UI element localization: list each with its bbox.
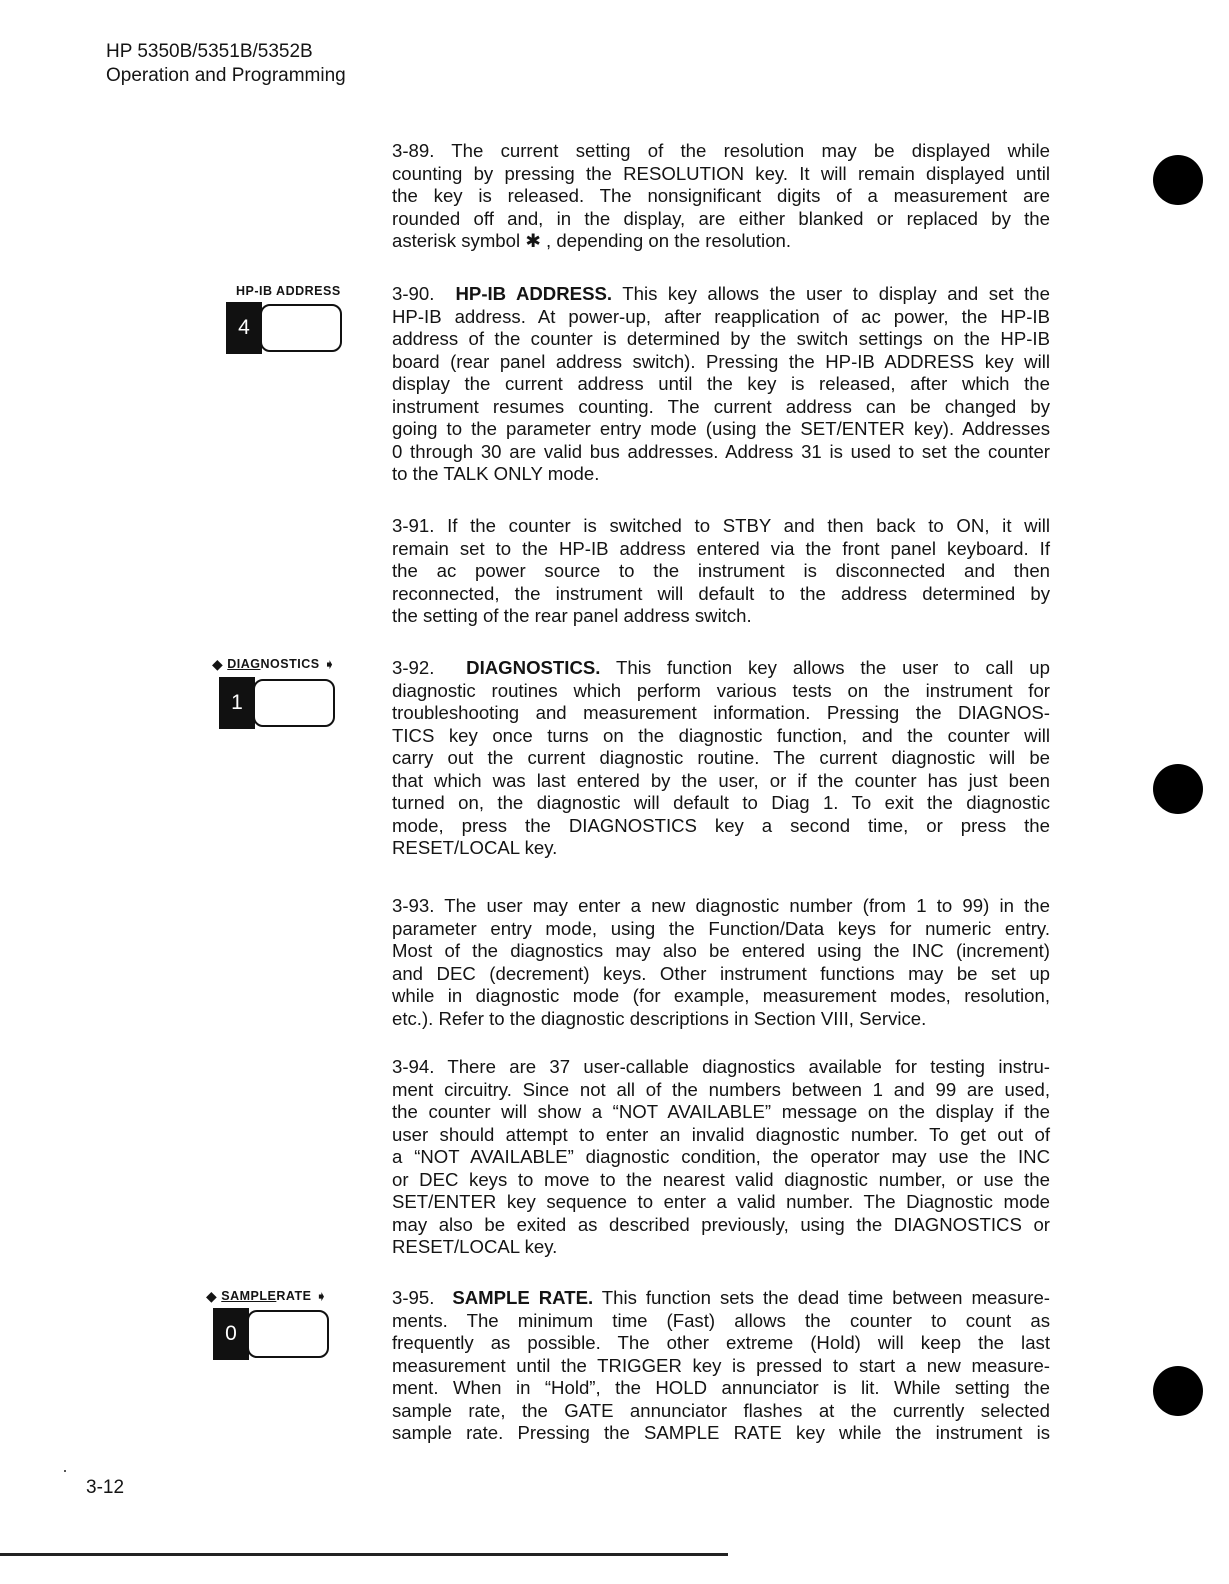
paragraph-3-90 xyxy=(392,283,1050,486)
text-line: carry out the current diagnostic routine. The current diagnostic will be xyxy=(392,747,1050,768)
text-line: that which was last entered by the user, or if the counter has just been xyxy=(392,769,1050,791)
hpib-address-key[interactable] xyxy=(226,302,358,354)
text-line: 3-91. If the counter is switched to STBY and then back to ON, it will xyxy=(392,515,1050,536)
text-line: and DEC (decrement) keys. Other instrument functions may be set up xyxy=(392,962,1050,984)
key-face xyxy=(253,679,335,727)
text-line: troubleshooting and measurement information. Pressing the DIAGNOS- xyxy=(392,702,1050,723)
text-line: the counter will show a “NOT AVAILABLE” message on the display if the xyxy=(392,1101,1050,1122)
paragraph-title: DIAGNOSTICS. xyxy=(466,657,601,678)
text-line: mode, press the DIAGNOSTICS key a second time, or press the xyxy=(392,814,1050,836)
text-line: address of the counter is determined by the switch settings on the HP-IB xyxy=(392,328,1050,349)
right-arrow-icon: ➧ xyxy=(315,1288,328,1304)
right-arrow-icon: ➧ xyxy=(323,656,336,672)
text-line: or DEC keys to move to the nearest valid diagnostic number, or use the xyxy=(392,1168,1050,1190)
text-line: 3-94. There are 37 user-callable diagnostics available for testing instru- xyxy=(392,1056,1050,1077)
label-rest: RATE xyxy=(276,1289,312,1303)
paragraph-3-95 xyxy=(392,1287,1050,1445)
text-line: ments. The minimum time (Fast) allows the counter to count as xyxy=(392,1309,1050,1331)
section-title: Operation and Programming xyxy=(106,65,346,86)
text-line: user should attempt to enter an invalid diagnostic number. To get out of xyxy=(392,1123,1050,1145)
text-line: Most of the diagnostics may also be entered using the INC (increment) xyxy=(392,940,1050,961)
text-line: ment. When in “Hold”, the HOLD annunciator is lit. While setting the xyxy=(392,1377,1050,1398)
key-shift-digit: 4 xyxy=(226,302,262,354)
diagnostics-key[interactable] xyxy=(219,677,351,729)
key-face xyxy=(247,1310,329,1358)
text-line: while in diagnostic mode (for example, measurement modes, resolution, xyxy=(392,985,1050,1006)
page-header xyxy=(106,40,346,88)
text-line xyxy=(392,1287,1050,1310)
text-line: sample rate, the GATE annunciator flashes at the currently selected xyxy=(392,1399,1050,1421)
text-line: RESET/LOCAL key. xyxy=(392,1236,558,1257)
bottom-rule xyxy=(0,1553,728,1556)
text-line: RESET/LOCAL key. xyxy=(392,837,558,858)
key-face xyxy=(260,304,342,352)
text-line: the key is released. The nonsignificant digits of a measurement are xyxy=(392,185,1050,206)
sample-rate-key-label xyxy=(206,1289,328,1303)
paragraph-title: SAMPLE RATE. xyxy=(452,1287,594,1308)
paragraph-3-91 xyxy=(392,515,1050,628)
paragraph-3-89 xyxy=(392,140,1050,253)
text-line: parameter entry mode, using the Function/Data keys for numeric entry. xyxy=(392,917,1050,939)
paragraph-3-94 xyxy=(392,1056,1050,1259)
page-number: 3-12 xyxy=(86,1477,125,1498)
diagnostics-key-label xyxy=(212,657,336,671)
label-underlined: DIAG xyxy=(227,657,261,671)
text-line: sample rate. Pressing the SAMPLE RATE key while the instrument is xyxy=(392,1422,1050,1443)
text-line: display the current address until the key is released, after which the xyxy=(392,373,1050,394)
text-line: measurement until the TRIGGER key is pressed to start a new measure- xyxy=(392,1354,1050,1376)
text-line: the ac power source to the instrument is disconnected and then xyxy=(392,560,1050,581)
text-line: SET/ENTER key sequence to enter a valid number. The Diagnostic mode xyxy=(392,1191,1050,1212)
paragraph-3-93 xyxy=(392,895,1050,1030)
text-line: 0 through 30 are valid bus addresses. Address 31 is used to set the counter xyxy=(392,440,1050,462)
text-line xyxy=(392,657,1050,680)
text-line: frequently as possible. The other extreme (Hold) will keep the last xyxy=(392,1332,1050,1353)
key-shift-digit: 0 xyxy=(213,1308,249,1360)
text-line-rest: This key allows the user to display and set the xyxy=(622,283,1050,304)
text-line: 3-89. The current setting of the resolution may be displayed while xyxy=(392,140,1050,161)
text-line: a “NOT AVAILABLE” diagnostic condition, the operator may use the INC xyxy=(392,1146,1050,1167)
text-line: TICS key once turns on the diagnostic function, and the counter will xyxy=(392,724,1050,746)
text-line: ment circuitry. Since not all of the numbers between 1 and 99 are used, xyxy=(392,1078,1050,1100)
text-line: to the TALK ONLY mode. xyxy=(392,463,600,484)
text-line: reconnected, the instrument will default to the address determined by xyxy=(392,582,1050,604)
text-line-rest: This function key allows the user to call up xyxy=(616,657,1050,678)
text-line: instrument resumes counting. The current address can be changed by xyxy=(392,395,1050,417)
text-line: asterisk symbol ✱ , depending on the resolution. xyxy=(392,230,792,251)
text-line: diagnostic routines which perform various tests on the instrument for xyxy=(392,679,1050,701)
label-rest: NOSTICS xyxy=(260,657,320,671)
binder-hole xyxy=(1153,155,1203,205)
text-line: counting by pressing the RESOLUTION key. It will remain displayed until xyxy=(392,162,1050,184)
text-line xyxy=(392,283,1050,306)
label-underlined: SAMPLE xyxy=(221,1289,277,1303)
text-line: turned on, the diagnostic will default to Diag 1. To exit the diagnostic xyxy=(392,792,1050,813)
key-shift-digit: 1 xyxy=(219,677,255,729)
text-line: board (rear panel address switch). Pressing the HP-IB ADDRESS key will xyxy=(392,350,1050,372)
text-line: may also be exited as described previously, using the DIAGNOSTICS or xyxy=(392,1213,1050,1235)
binder-hole xyxy=(1153,1366,1203,1416)
paragraph-3-92 xyxy=(392,657,1050,860)
model-number: HP 5350B/5351B/5352B xyxy=(106,41,313,62)
left-arrow-icon: ◆ xyxy=(206,1288,218,1304)
speck xyxy=(64,1470,66,1472)
text-line-rest: This function sets the dead time between measure- xyxy=(601,1287,1050,1308)
text-line: etc.). Refer to the diagnostic descriptions in Section VIII, Service. xyxy=(392,1007,927,1029)
paragraph-number: 3-95. xyxy=(392,1287,435,1308)
text-line: remain set to the HP-IB address entered via the front panel keyboard. If xyxy=(392,537,1050,559)
paragraph-number: 3-92. xyxy=(392,657,435,678)
paragraph-number: 3-90. xyxy=(392,283,435,304)
text-line: going to the parameter entry mode (using the SET/ENTER key). Addresses xyxy=(392,418,1050,439)
left-arrow-icon: ◆ xyxy=(212,656,224,672)
sample-rate-key[interactable] xyxy=(213,1308,345,1360)
text-line: the setting of the rear panel address switch. xyxy=(392,605,752,626)
text-line: 3-93. The user may enter a new diagnostic number (from 1 to 99) in the xyxy=(392,895,1050,916)
binder-hole xyxy=(1153,764,1203,814)
hpib-address-key-label: HP-IB ADDRESS xyxy=(236,284,341,298)
text-line: rounded off and, in the display, are either blanked or replaced by the xyxy=(392,207,1050,229)
paragraph-title: HP-IB ADDRESS. xyxy=(455,283,613,304)
text-line: HP-IB address. At power-up, after reapplication of ac power, the HP-IB xyxy=(392,305,1050,327)
